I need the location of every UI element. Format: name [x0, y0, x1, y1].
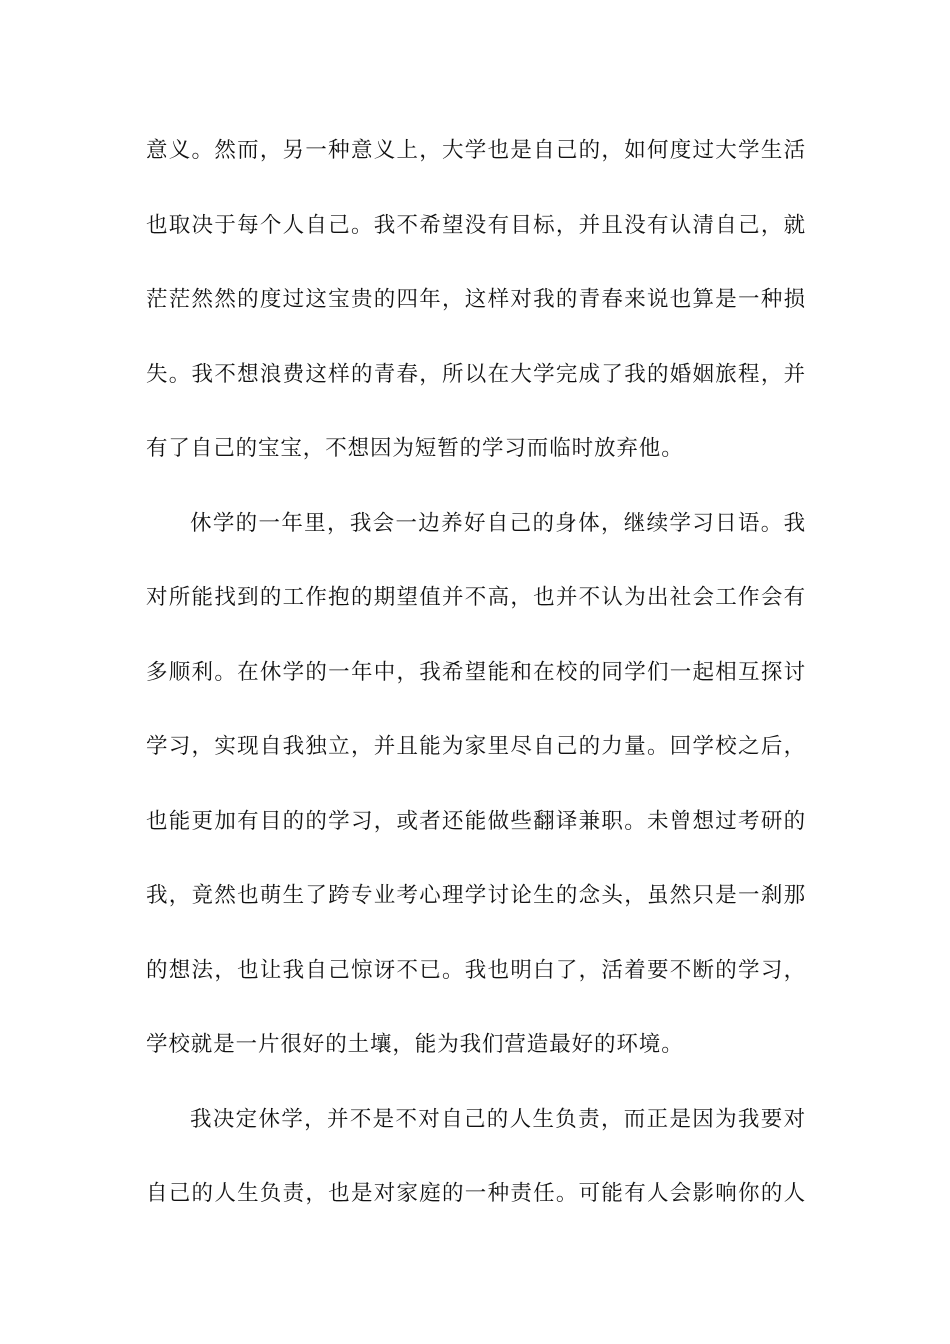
text-line: 对所能找到的工作抱的期望值并不高，也并不认为出社会工作会有 — [146, 585, 806, 610]
text-line: 也取决于每个人自己。我不希望没有目标，并且没有认清自己，就 — [146, 212, 806, 238]
text-line: 我，竟然也萌生了跨专业考心理学讨论生的念头，虽然只是一刹那 — [146, 883, 806, 908]
paragraph-first-line: 我决定休学，并不是不对自己的人生负责，而正是因为我要对 — [190, 1106, 806, 1132]
text-line: 意义。然而，另一种意义上，大学也是自己的，如何度过大学生活 — [146, 138, 806, 163]
text-line: 学习，实现自我独立，并且能为家里尽自己的力量。回学校之后， — [146, 734, 806, 759]
text-line: 的想法，也让我自己惊讶不已。我也明白了，活着要不断的学习， — [146, 957, 806, 983]
text-line: 有了自己的宝宝，不想因为短暂的学习而临时放弃他。 — [146, 436, 684, 461]
text-line: 失。我不想浪费这样的青春，所以在大学完成了我的婚姻旅程，并 — [146, 361, 806, 387]
text-line: 自己的人生负责，也是对家庭的一种责任。可能有人会影响你的人 — [146, 1181, 806, 1206]
paragraph-first-line: 休学的一年里，我会一边养好自己的身体，继续学习日语。我 — [190, 510, 806, 536]
text-line: 学校就是一片很好的土壤，能为我们营造最好的环境。 — [146, 1032, 684, 1057]
body-text — [146, 126, 806, 1244]
text-line: 也能更加有目的的学习，或者还能做些翻译兼职。未曾想过考研的 — [146, 808, 806, 834]
text-line: 茫茫然然的度过这宝贵的四年，这样对我的青春来说也算是一种损 — [146, 287, 806, 312]
text-line: 多顺利。在休学的一年中，我希望能和在校的同学们一起相互探讨 — [146, 659, 806, 685]
